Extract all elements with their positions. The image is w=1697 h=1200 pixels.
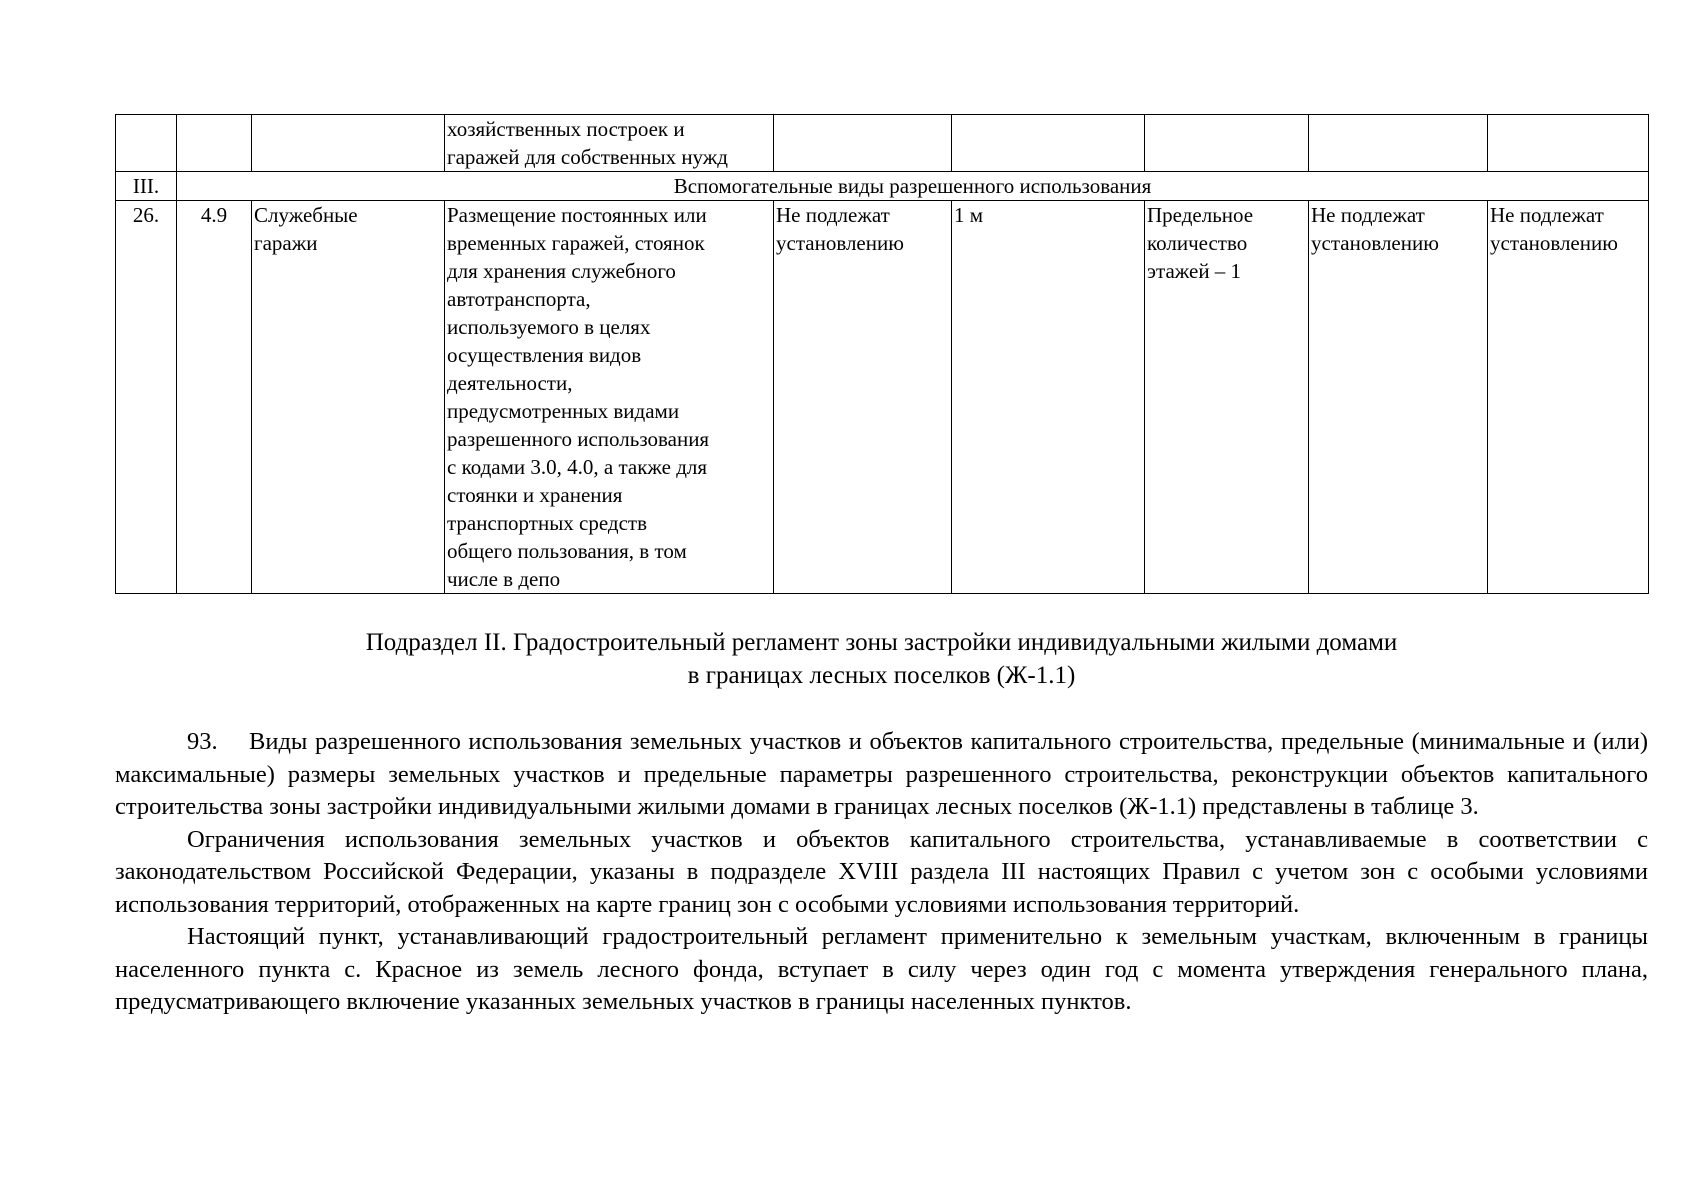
description-line: гаражей для собственных нужд	[447, 145, 728, 169]
table-row-section	[116, 172, 1649, 201]
cell-name	[252, 115, 445, 172]
value-line: Не подлежат	[1490, 203, 1604, 227]
paragraph-restrictions: Ограничения использования земельных участков и объектов капитального строительства, устанавливаемые в соответствии с законодательством Российской Федерации, указаны в подразделе XVIII раздела III настоящих Правил с учетом зон с особыми условиями использования территорий, отображенных на карте границ зон с особыми условиями использования территорий.	[115, 825, 1648, 918]
name-line: Служебные	[254, 203, 358, 227]
value-line: установлению	[1311, 231, 1439, 255]
body-text	[115, 726, 1648, 1019]
description-line: с кодами 3.0, 4.0, а также для	[447, 455, 708, 479]
value-line: Не подлежат	[776, 203, 890, 227]
cell-plot-size	[774, 201, 952, 594]
cell-name	[252, 201, 445, 594]
paragraph-number: 93.	[187, 728, 218, 755]
paragraph-93	[115, 726, 1648, 824]
value-line: Предельное	[1147, 203, 1254, 227]
description-line: для хранения служебного	[447, 259, 676, 283]
cell-code: 4.9	[177, 201, 252, 594]
cell-empty	[952, 115, 1145, 172]
cell-empty	[1488, 115, 1649, 172]
description-line: хозяйственных построек и	[447, 117, 685, 141]
description-line: числе в депо	[447, 567, 561, 591]
value-line: установлению	[776, 231, 904, 255]
table-row-26	[116, 201, 1649, 594]
cell-number	[116, 115, 177, 172]
cell-number: 26.	[116, 201, 177, 594]
description-line: деятельности,	[447, 371, 573, 395]
description-line: предусмотренных видами	[447, 399, 680, 423]
description-line: используемого в целях	[447, 315, 651, 339]
cell-floors	[1145, 201, 1309, 594]
subsection-title-line: в границах лесных поселков (Ж-1.1)	[687, 662, 1076, 689]
cell-description	[445, 115, 774, 172]
description-line: осуществления видов	[447, 343, 642, 367]
name-line: гаражи	[254, 231, 318, 255]
description-line: временных гаражей, стоянок	[447, 231, 705, 255]
cell-code	[177, 115, 252, 172]
value-line: количество	[1147, 231, 1248, 255]
cell-description	[445, 201, 774, 594]
description-line: Размещение постоянных или	[447, 203, 707, 227]
cell-empty	[1309, 115, 1488, 172]
description-line: транспортных средств	[447, 511, 648, 535]
regulation-table	[115, 114, 1649, 594]
value-line: Не подлежат	[1311, 203, 1425, 227]
value-line: этажей – 1	[1147, 259, 1242, 283]
paragraph-text: Виды разрешенного использования земельных участков и объектов капитального строительства, предельные (минимальные и (или) максимальные) размеры земельных участков и предельные параметры разрешенного строительства, реконструкции объектов капитального строительства зоны застройки индивидуальными жилыми домами в границах лесных поселков (Ж-1.1) представлены в таблице 3.	[115, 728, 1648, 820]
cell-empty	[774, 115, 952, 172]
cell-setback: 1 м	[952, 201, 1145, 594]
cell-empty	[1145, 115, 1309, 172]
section-number: III.	[116, 172, 177, 201]
description-line: стоянки и хранения	[447, 483, 623, 507]
value-line: установлению	[1490, 231, 1618, 255]
subsection-title-line: Подраздел II. Градостроительный регламент зоны застройки индивидуальными жилыми домами	[365, 629, 1398, 656]
cell-coverage	[1309, 201, 1488, 594]
section-title: Вспомогательные виды разрешенного использования	[177, 172, 1649, 201]
cell-other	[1488, 201, 1649, 594]
description-line: общего пользования, в том	[447, 539, 687, 563]
table-row-continuation	[116, 115, 1649, 172]
description-line: автотранспорта,	[447, 287, 591, 311]
description-line: разрешенного использования	[447, 427, 710, 451]
subsection-title	[115, 626, 1648, 692]
paragraph-effective-date: Настоящий пункт, устанавливающий градостроительный регламент применительно к земельным участкам, включенным в границы населенного пункта с. Красное из земель лесного фонда, вступает в силу через один год с момента утверждения генерального плана, предусматривающего включение указанных земельных участков в границы населенных пунктов.	[115, 923, 1648, 1015]
